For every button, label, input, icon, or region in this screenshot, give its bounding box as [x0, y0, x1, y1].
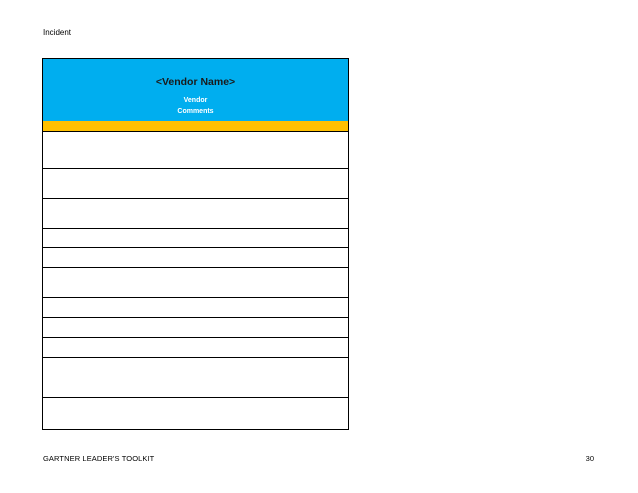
table-row — [43, 229, 348, 248]
column-label-comments: Comments — [177, 108, 214, 115]
table-row — [43, 199, 348, 229]
table-row — [43, 358, 348, 398]
table-row — [43, 398, 348, 429]
table-row — [43, 169, 348, 199]
page-number: 30 — [585, 454, 594, 463]
page-footer: GARTNER LEADER'S TOOLKIT — [43, 454, 155, 463]
table-row — [43, 248, 348, 268]
table-header — [43, 59, 348, 121]
table-row — [43, 268, 348, 298]
table-row — [43, 132, 348, 169]
vendor-comments-table — [42, 58, 349, 430]
column-label-vendor: Vendor — [183, 97, 208, 104]
table-row — [43, 298, 348, 318]
page-header: Incident — [43, 28, 72, 37]
table-row — [43, 338, 348, 358]
table-row — [43, 318, 348, 338]
vendor-name-heading: <Vendor Name> — [155, 76, 236, 88]
accent-bar — [43, 121, 348, 132]
